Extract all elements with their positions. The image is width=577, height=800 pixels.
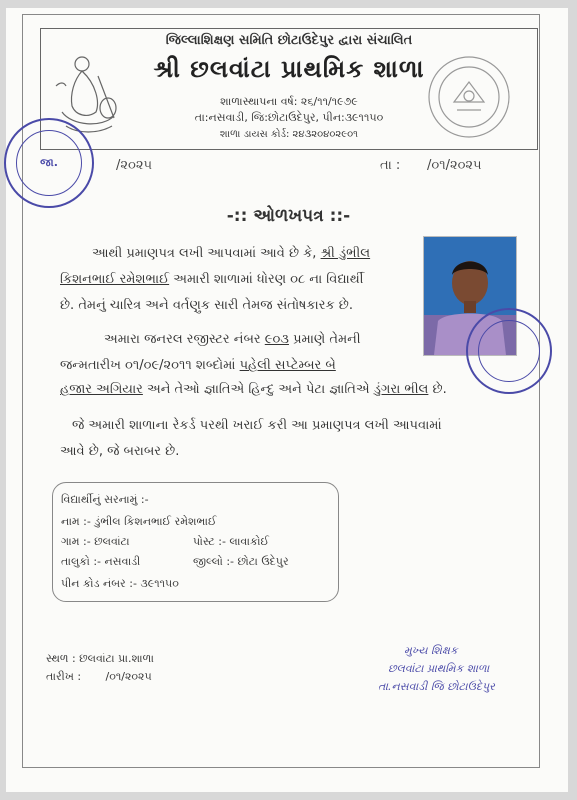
p1-intro: આથી પ્રમાણપત્ર લખી આપવામાં આવે છે કે, xyxy=(92,246,317,261)
address-pin: પીન કોડ નંબર :- ૩૯૧૧૫૦ xyxy=(61,577,179,590)
school-seal-stamp-right xyxy=(466,308,552,394)
p2-register-label: અમારા જનરલ રજીસ્ટર નંબર xyxy=(104,332,261,347)
date-value: /૦૧/૨૦૨૫ xyxy=(427,158,482,173)
established-year: શાળાસ્થાપના વર્ષ: ૨૬/૧૧/૧૯૭૯ xyxy=(220,95,358,108)
student-name-part2: કિશનભાઈ રમેશભાઈ xyxy=(60,272,170,287)
dob-in-words-cont: હજાર અગિયાર xyxy=(60,382,143,397)
address-district: જીલ્લો :- છોટા ઉદેપુર xyxy=(193,555,289,568)
p2-dob: જન્મતારીખ ૦૧/૦૯/૨૦૧૧ શબ્દોમાં xyxy=(60,358,236,373)
school-emblem-icon xyxy=(424,52,514,142)
signature-taluka: તા.નસવાડી જિ છોટાઉદેપુર xyxy=(378,680,495,693)
certificate-title: -:: ઓળખપત્ર ::- xyxy=(226,206,351,226)
place: સ્થળ : છલવાંટા પ્રા.શાળા xyxy=(46,652,154,665)
p3-line2: આવે છે, જે બરાબર છે. xyxy=(60,444,180,459)
p1-standard: અમારી શાળામાં ધોરણ ૦૮ ના વિદ્યાર્થી xyxy=(173,272,364,287)
school-seal-stamp xyxy=(4,118,94,208)
address-post: પોસ્ટ :- લાવાકોઈ xyxy=(193,535,269,548)
student-name-part1: શ્રી ડુંભીલ xyxy=(320,246,371,261)
footer-date: તારીખ : /૦૧/૨૦૨૫ xyxy=(46,670,152,683)
student-address-box xyxy=(52,482,339,602)
school-name: શ્રી છલવાંટા પ્રાથમિક શાળા xyxy=(153,55,425,83)
p2-caste: અને તેઓ જ્ઞાતિએ હિન્દુ અને પેટા જ્ઞાતિએ xyxy=(147,382,370,397)
signature-school: છલવાંટા પ્રાથમિક શાળા xyxy=(388,662,490,675)
school-address: તા:નસવાડી, જિ:છોટાઉદેપુર, પીન:૩૯૧૧૫૦ xyxy=(194,111,384,124)
register-number: ૯૦૩ xyxy=(264,332,289,347)
p3-line1: જે અમારી શાળાના રેકર્ડ પરથી ખરાઈ કરી આ પ્રમાણપત્ર લખી આપવામાં xyxy=(72,418,442,433)
header-line1: જિલ્લાશિક્ષણ સમિતિ છોટાઉદેપુર દ્વારા સંચાલિત xyxy=(165,33,413,48)
letter-number-year: /૨૦૨૫ xyxy=(116,158,153,173)
dob-in-words: પહેલી સપ્ટેમ્બર બે xyxy=(239,358,336,373)
number-label: જા. xyxy=(40,156,58,169)
dise-code: શાળા ડાયસ કોર્ડ: ૨૪૩૨૦૪૦૨૯૦૧ xyxy=(219,129,359,140)
date-label: તા : xyxy=(380,158,401,173)
address-taluka: તાલુકો :- નસવાડી xyxy=(61,555,141,568)
address-name: નામ :- ડુંભીલ કિશનભાઈ રમેશભાઈ xyxy=(61,515,217,528)
subcaste: ડુંગરા ભીલ xyxy=(373,382,429,397)
p1-character: છે. તેમનું ચારિત્ર અને વર્તણુક સારી તેમજ સંતોષકારક છે. xyxy=(60,298,353,313)
address-village: ગામ :- છલવાંટા xyxy=(61,535,130,548)
address-heading: વિદ્યાર્થીનું સરનામું :- xyxy=(61,493,149,506)
p2-end: છે. xyxy=(432,382,447,397)
signature-title: મુખ્ય શિક્ષક xyxy=(404,644,458,657)
p2-register-suffix: પ્રમાણે તેમની xyxy=(293,332,361,347)
